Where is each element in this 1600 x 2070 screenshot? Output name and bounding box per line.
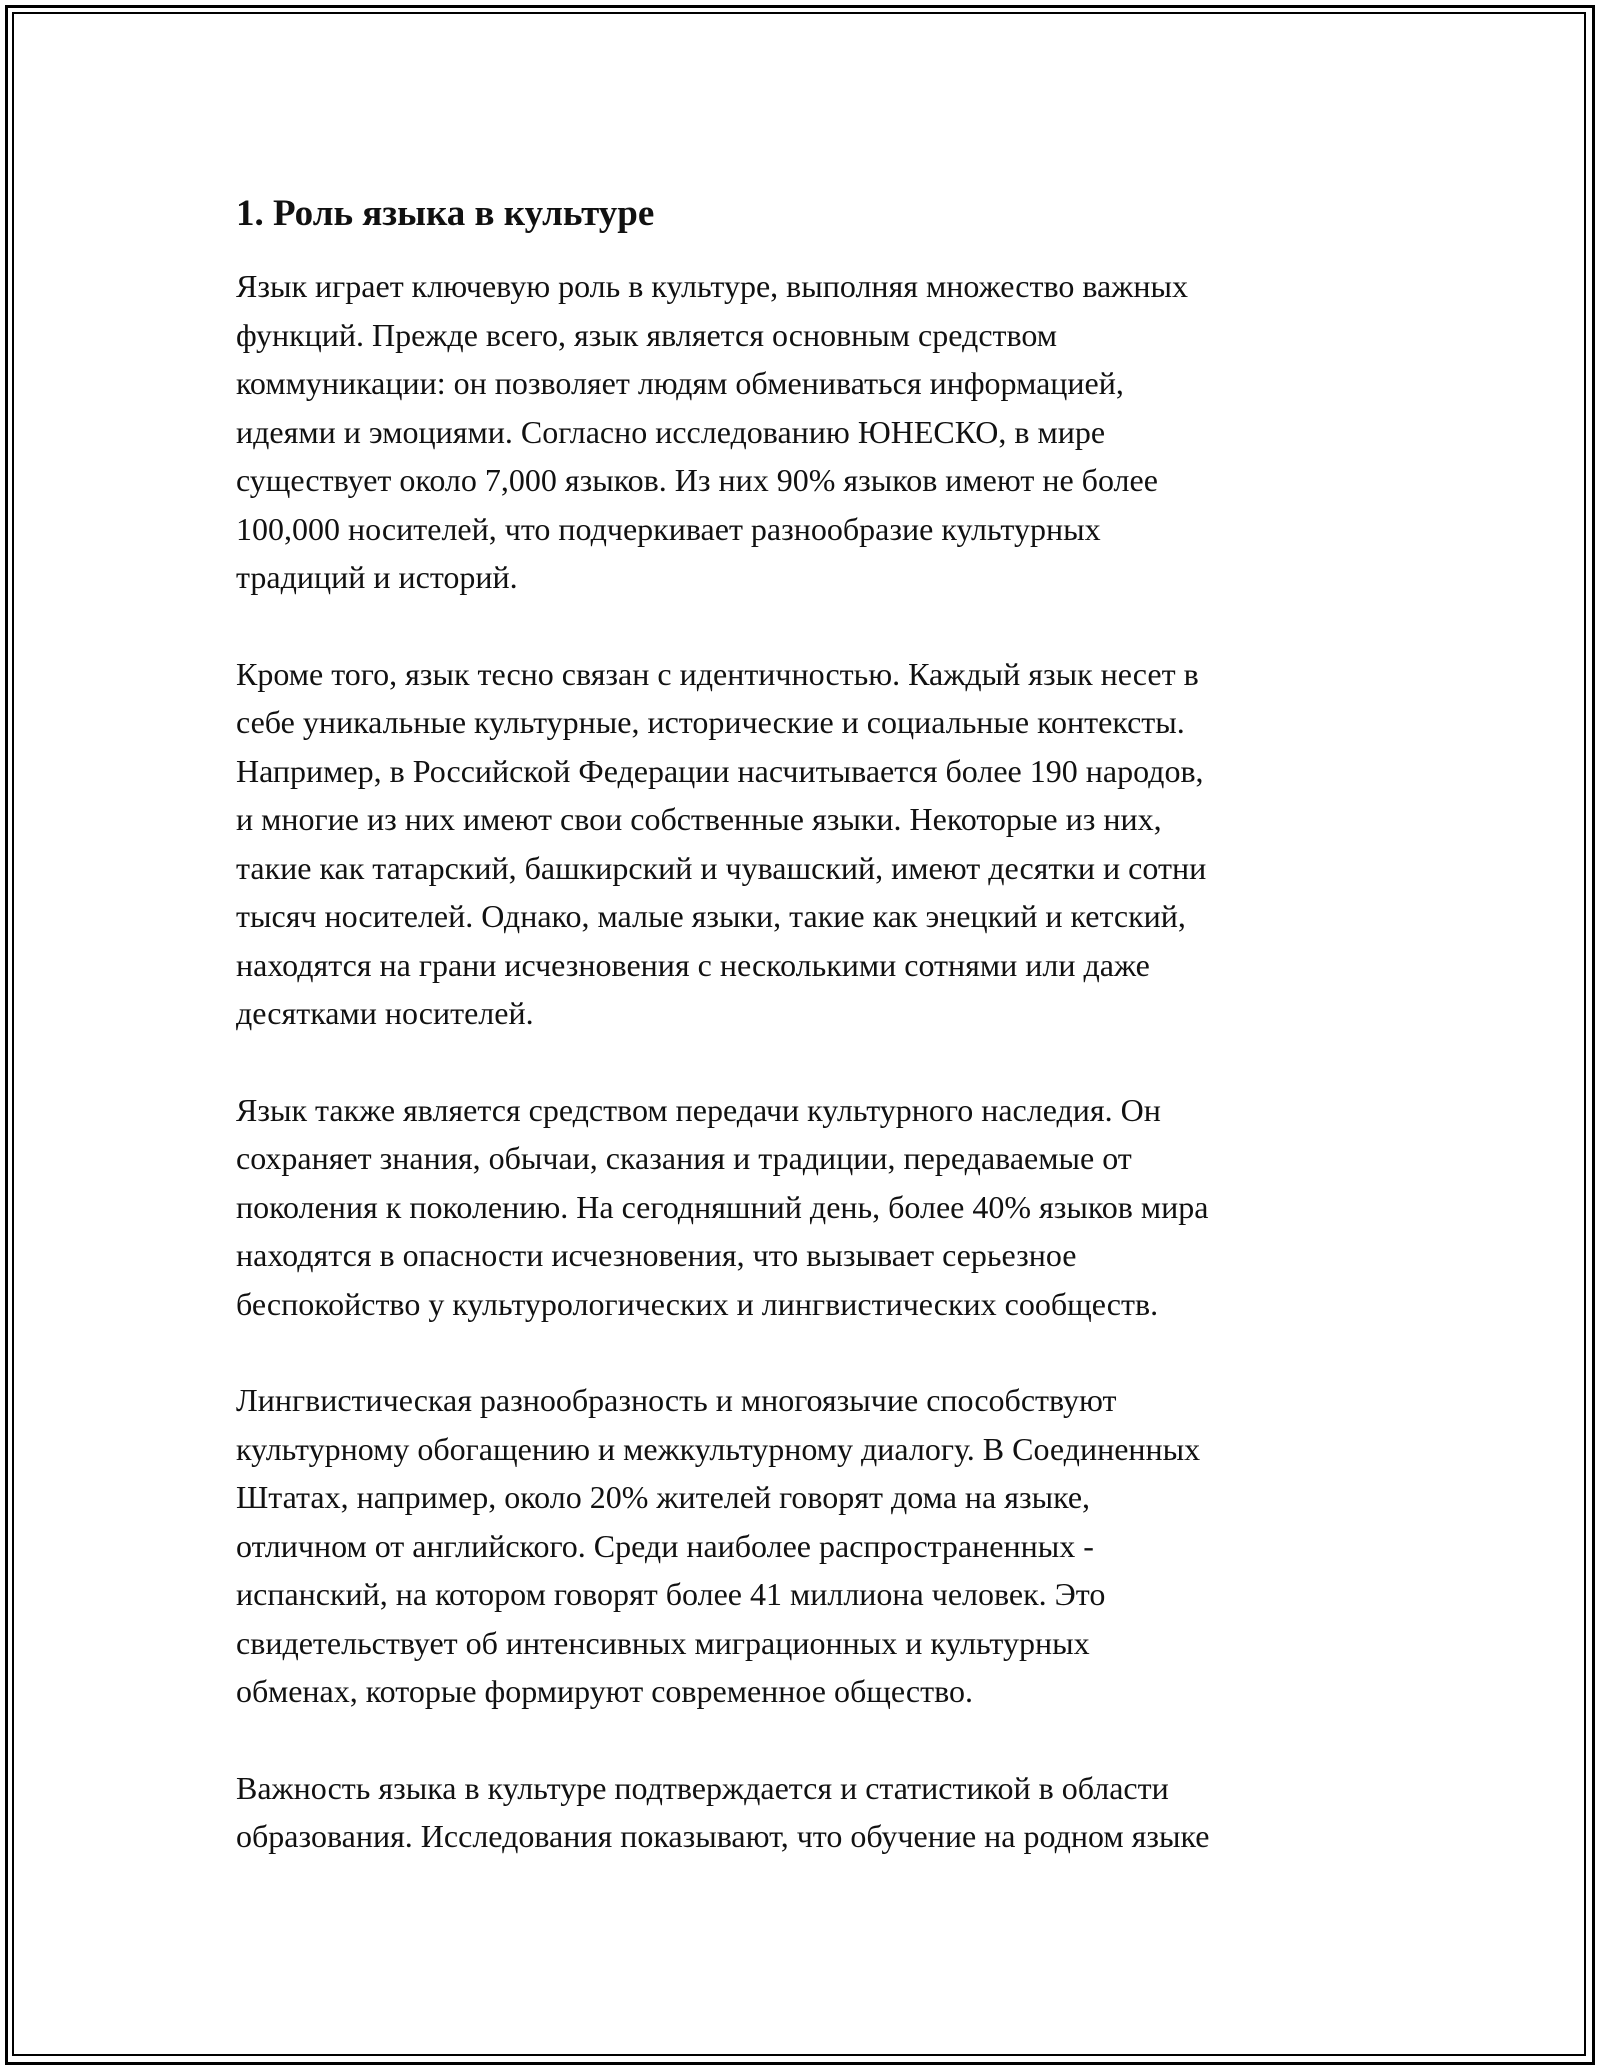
document-body [236, 186, 1366, 1909]
section-heading: 1. Роль языка в культуре [236, 193, 655, 234]
paragraph-1: Язык играет ключевую роль в культуре, выполняя множество важных функций. Прежде всего, язык является основным средством коммуникации: он позволяет людям обмениваться информацией, идеями и эмоциями. Согласно исследованию ЮНЕСКО, в мире существует около 7,000 языков. Из них 90% языков имеют не более 100,000 носителей, что подчеркивает разнообразие культурных традиций и историй. [236, 268, 1188, 595]
paragraph-2: Кроме того, язык тесно связан с идентичностью. Каждый язык несет в себе уникальные культурные, исторические и социальные контексты. Например, в Российской Федерации насчитывается более 190 народов, и многие из них имеют свои собственные языки. Некоторые из них, такие как татарский, башкирский и чувашский, имеют десятки и сотни тысяч носителей. Однако, малые языки, такие как энецкий и кетский, находятся на грани исчезновения с несколькими сотнями или даже десятками носителей. [236, 655, 1207, 1031]
paragraph-3: Язык также является средством передачи культурного наследия. Он сохраняет знания, обычаи, сказания и традиции, передаваемые от поколения к поколению. На сегодняшний день, более 40% языков мира находятся в опасности исчезновения, что вызывает серьезное беспокойство у культурологических и лингвистических сообществ. [236, 1091, 1209, 1322]
paragraph-4: Лингвистическая разнообразность и многоязычие способствуют культурному обогащению и межкультурному диалогу. В Соединенных Штатах, например, около 20% жителей говорят дома на языке, отличном от английского. Среди наиболее распространенных - испанский, на котором говорят более 41 миллиона человек. Это свидетельствует об интенсивных миграционных и культурных обменах, которые формируют современное общество. [236, 1382, 1201, 1709]
paragraph-5: Важность языка в культуре подтверждается и статистикой в области образования. Исследования показывают, что обучение на родном языке [236, 1769, 1210, 1854]
